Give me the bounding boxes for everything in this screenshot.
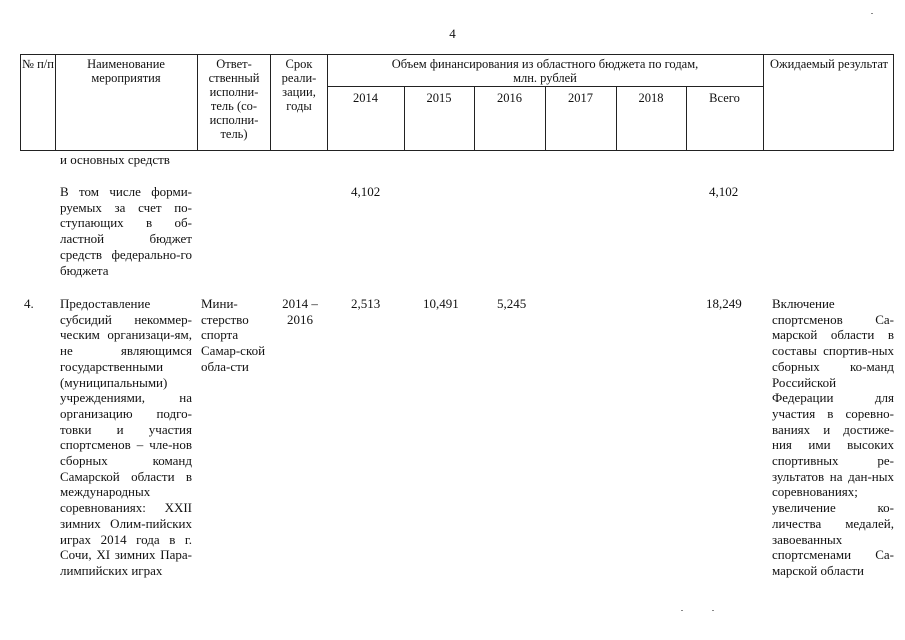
scan-speck	[712, 610, 714, 611]
page-number: 4	[449, 26, 456, 41]
row-name: В том числе форми-руемых за счет по-ступающих в об-ластной бюджет средств федерально-го бюджета	[60, 184, 192, 278]
row-result: Включение спортсменов Са-марской области в составы спортив-ных сборных ко-манд Российской Федерации для участия в соревно-ваниях и достиже-ния ими высоких спортивных ре-зультатов на дан-ных соревнованиях; увеличение ко-личества медалей, завоеванных спортсменами Са-марской области	[772, 296, 894, 578]
value-total: 18,249	[706, 296, 742, 311]
header-term: Срок реали-зации, годы	[281, 57, 317, 113]
header-year-2017: 2017	[568, 91, 593, 105]
header-year-2015: 2015	[426, 91, 452, 105]
value-2015: 10,491	[423, 296, 459, 311]
scan-speck	[681, 610, 683, 611]
row-name: и основных средств	[60, 152, 170, 167]
header-year-2016: 2016	[497, 91, 522, 105]
header-year-2018: 2018	[638, 91, 664, 105]
value-2014: 2,513	[351, 296, 381, 311]
row-number: 4.	[24, 296, 34, 311]
divider	[763, 54, 764, 151]
header-responsible: Ответ-ственный исполни-тель (со-исполни-тель)	[208, 57, 260, 141]
value-2014: 4,102	[351, 184, 381, 199]
header-financing: Объем финансирования из областного бюджета по годам, млн. рублей	[391, 57, 699, 85]
divider	[55, 54, 56, 151]
value-total: 4,102	[709, 184, 739, 199]
row-term: 2014 – 2016	[282, 296, 318, 327]
scan-speck	[871, 13, 873, 14]
row-name: Предоставление субсидий некоммер-ческим организаци-ям, не являющимся государственными (муниципальными) учреждениями, на организацию подго-товки и участия спортсменов – чле-нов сборных команд Самарской области в международных соревнованиях: XXII зимних Олим-пийских играх 2014 года в г. Сочи, XI зимних Пара-лимпийских играх	[60, 296, 192, 578]
header-year-2014: 2014	[353, 91, 378, 105]
divider	[197, 54, 198, 151]
value-2016: 5,245	[497, 296, 527, 311]
header-name: Наименование мероприятия	[87, 57, 165, 85]
header-total: Всего	[709, 91, 740, 105]
header-num: № п/п	[22, 57, 54, 71]
header-result: Ожидаемый результат	[769, 57, 889, 71]
row-responsible: Мини-стерство спорта Самар-ской обла-сти	[201, 296, 266, 374]
divider	[270, 54, 271, 151]
